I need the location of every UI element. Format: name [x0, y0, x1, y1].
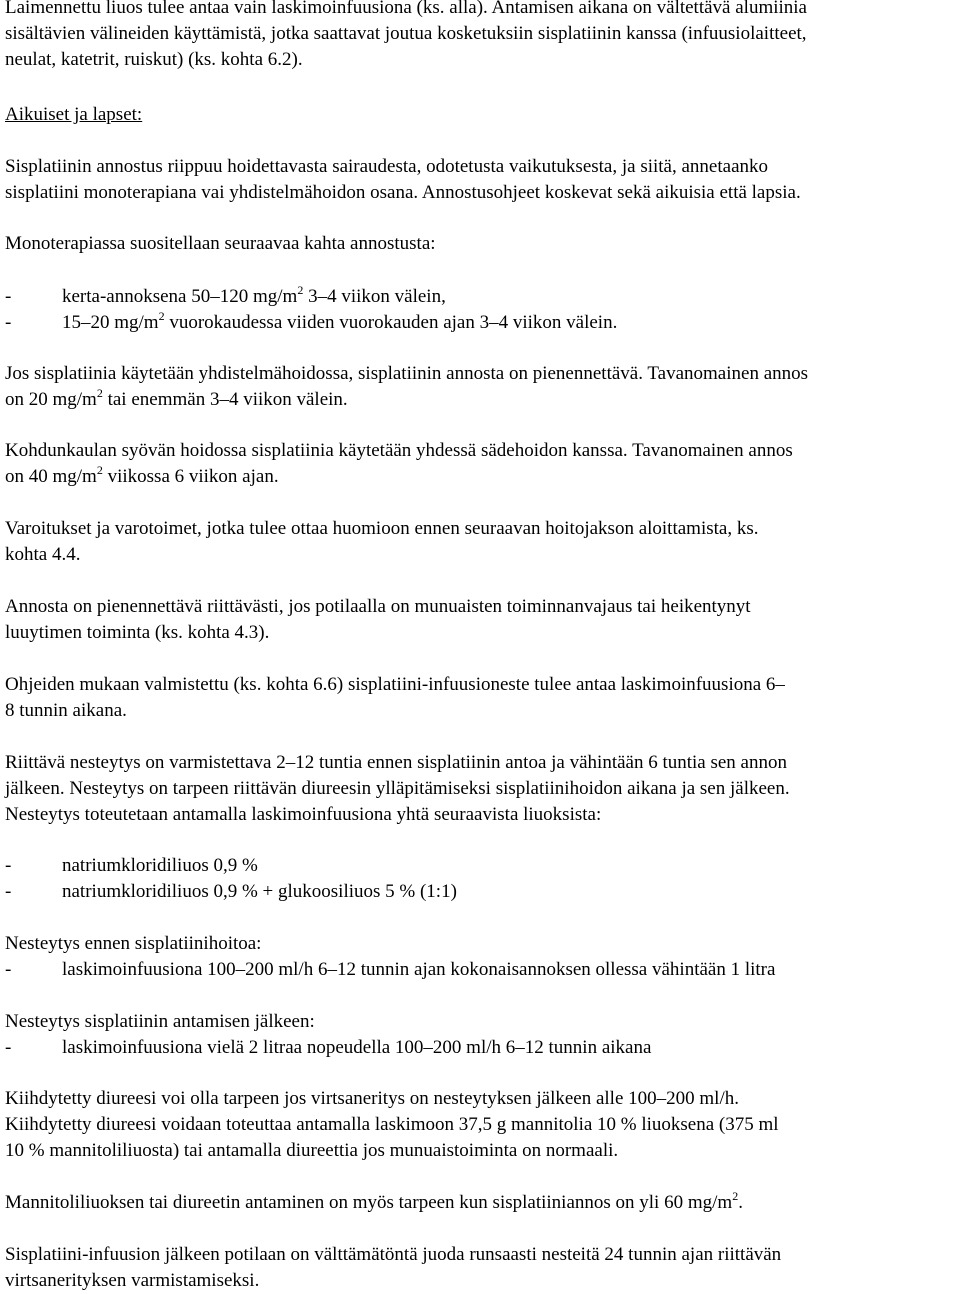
list-monotherapy: [5, 284, 617, 336]
text-line: virtsanerityksen varmistamiseksi.: [5, 1270, 260, 1291]
text-line: neulat, katetrit, ruiskut) (ks. kohta 6.2).: [5, 49, 303, 70]
list-item: - laskimoinfuusiona vielä 2 litraa nopeudella 100–200 ml/h 6–12 tunnin aikana: [5, 1035, 651, 1061]
text-line: Monoterapiassa suositellaan seuraavaa kahta annostusta:: [5, 233, 436, 254]
text-line: on 40 $mg/m^2$ viikossa 6 viikon ajan.: [5, 462, 279, 487]
paragraph-hydration: [5, 750, 790, 828]
paragraph-infusion: [5, 672, 785, 724]
text-line: luuytimen toiminta (ks. kohta 4.3).: [5, 622, 270, 643]
text-line: on 20 $mg/m^2$ tai enemmän 3–4 viikon välein.: [5, 385, 348, 410]
list-dash: -: [5, 286, 12, 307]
section-heading: [5, 102, 142, 128]
text-line: Mannitoliliuoksen tai diureetin antaminen on myös tarpeen kun sisplatiiniannos on yli 60 $mg/m^2$.: [5, 1188, 743, 1213]
text-line: kohta 4.4.: [5, 544, 81, 565]
text-line: 8 tunnin aikana.: [5, 700, 127, 721]
list-dash: -: [5, 1037, 12, 1058]
text-line: Ohjeiden mukaan valmistettu (ks. kohta 6.6) sisplatiini-infuusioneste tulee antaa laskimoinfuusiona 6–: [5, 674, 785, 695]
list-item: - laskimoinfuusiona 100–200 ml/h 6–12 tunnin ajan kokonaisannoksen ollessa vähintään 1 litra: [5, 957, 775, 983]
paragraph-monotherapy: [5, 231, 436, 257]
text-line: Laimennettu liuos tulee antaa vain laskimoinfuusiona (ks. alla). Antamisen aikana on vältettävä alumiinia: [5, 0, 807, 18]
text-line: Nesteytys ennen sisplatiinihoitoa:: [5, 933, 262, 954]
paragraph-forced-diuresis: [5, 1086, 779, 1164]
text-line: 10 % mannitoliliuosta) tai antamalla diureettia jos munuaistoiminta on normaali.: [5, 1140, 619, 1161]
text-line: Kiihdytetty diureesi voidaan toteuttaa antamalla laskimoon 37,5 g mannitolia 10 % liuoksena (375 ml: [5, 1114, 779, 1135]
list-solutions: [5, 853, 457, 905]
list-item: - natriumkloridiliuos 0,9 %: [5, 853, 457, 879]
paragraph-cervical-cancer: [5, 438, 793, 490]
text-line: Nesteytys toteutetaan antamalla laskimoinfuusiona yhtä seuraavista liuoksista:: [5, 804, 602, 825]
list-item: - natriumkloridiliuos 0,9 % + glukoosiliuos 5 % (1:1): [5, 879, 457, 905]
text-line: Jos sisplatiinia käytetään yhdistelmähoidossa, sisplatiinin annosta on pienennettävä. Tavanomainen annos: [5, 363, 809, 384]
list-dash: -: [5, 959, 12, 980]
list-dash: -: [5, 881, 12, 902]
paragraph-post-hydration: [5, 1009, 651, 1061]
text-line: Nesteytys sisplatiinin antamisen jälkeen:: [5, 1011, 315, 1032]
text-line: Sisplatiini-infuusion jälkeen potilaan on välttämätöntä juoda runsaasti nesteitä 24 tunnin ajan riittävän: [5, 1244, 782, 1265]
paragraph-post-infusion: [5, 1242, 781, 1294]
paragraph-dosage-intro: [5, 154, 801, 206]
text-line: Varoitukset ja varotoimet, jotka tulee ottaa huomioon ennen seuraavan hoitojakson aloittamista, ks.: [5, 518, 759, 539]
paragraph-dilution: [5, 0, 807, 73]
list-dash: -: [5, 855, 12, 876]
text-line: sisplatiini monoterapiana vai yhdistelmähoidon osana. Annostusohjeet koskevat sekä aikuisia että lapsia.: [5, 182, 801, 203]
paragraph-pre-hydration: [5, 931, 775, 983]
paragraph-mannitol: [5, 1190, 743, 1216]
paragraph-warnings: [5, 516, 758, 568]
text-line: Annosta on pienennettävä riittävästi, jos potilaalla on munuaisten toiminnanvajaus tai heikentynyt: [5, 596, 751, 617]
text-line: jälkeen. Nesteytys on tarpeen riittävän diureesin ylläpitämiseksi sisplatiinihoidon aikana ja sen jälkeen.: [5, 778, 790, 799]
text-line: Kiihdytetty diureesi voi olla tarpeen jos virtsaneritys on nesteytyksen jälkeen alle 100–200 ml/h.: [5, 1088, 739, 1109]
text-line: Kohdunkaulan syövän hoidossa sisplatiinia käytetään yhdessä sädehoidon kanssa. Tavanomainen annos: [5, 440, 793, 461]
list-dash: -: [5, 312, 12, 333]
heading-adults-children: Aikuiset ja lapset:: [5, 104, 143, 125]
paragraph-combination: [5, 361, 808, 413]
list-item: - 15–20 $mg/m^2$ vuorokaudessa viiden vuorokauden ajan 3–4 viikon välein.: [5, 310, 617, 336]
paragraph-dose-reduction: [5, 594, 751, 646]
list-item: - kerta-annoksena 50–120 $mg/m^2$ 3–4 viikon välein,: [5, 284, 617, 310]
text-line: Riittävä nesteytys on varmistettava 2–12 tuntia ennen sisplatiinin antoa ja vähintään 6 tuntia sen annon: [5, 752, 787, 773]
text-line: Sisplatiinin annostus riippuu hoidettavasta sairaudesta, odotetusta vaikutuksesta, ja siitä, annetaanko: [5, 156, 769, 177]
text-line: sisältävien välineiden käyttämistä, jotka saattavat joutua kosketuksiin sisplatiinin kanssa (infuusiolaitteet,: [5, 23, 807, 44]
